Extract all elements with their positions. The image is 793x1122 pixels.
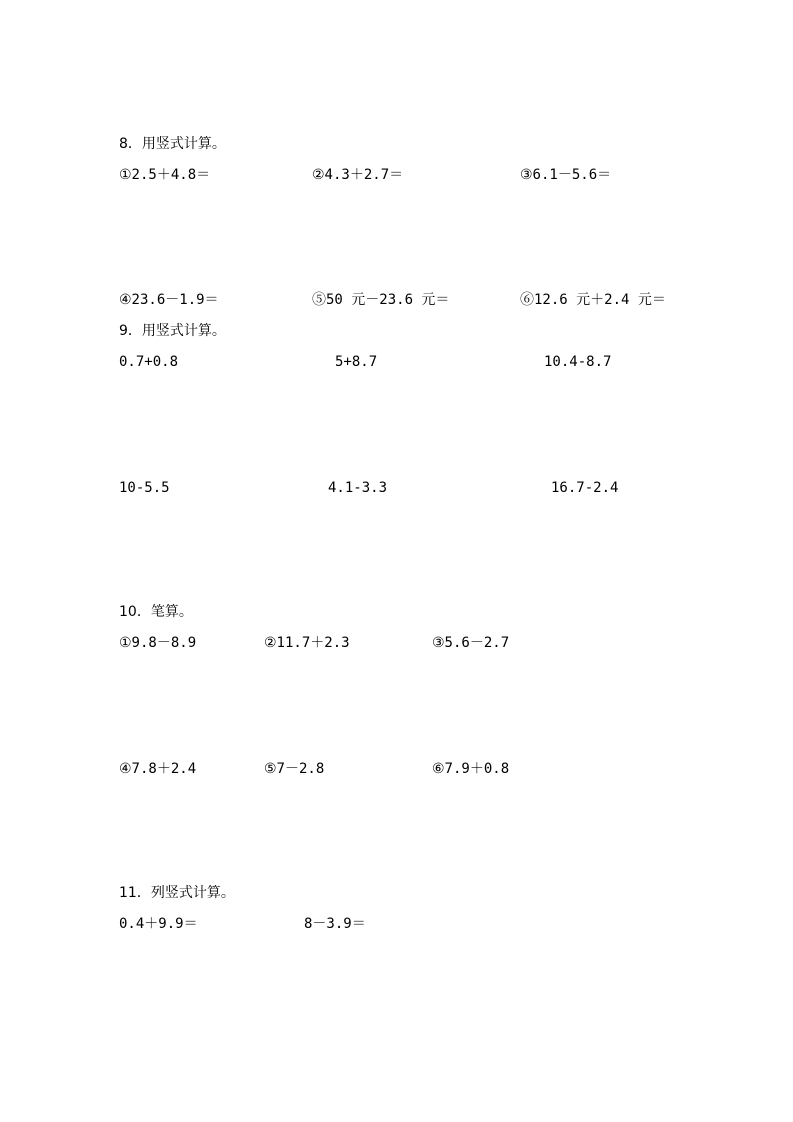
question-8-title: 8．用竖式计算。 [119,136,226,152]
q9-problem-2: 5+8.7 [335,354,378,370]
q10-problem-6: ⑥7.9＋0.8 [432,761,510,777]
q9-problem-1: 0.7+0.8 [119,354,179,370]
q9-problem-6: 16.7-2.4 [551,480,619,496]
q8-problem-4: ④23.6－1.9＝ [119,292,219,308]
q10-problem-1: ①9.8－8.9 [119,635,197,651]
q10-problem-4: ④7.8＋2.4 [119,761,197,777]
q9-problem-3: 10.4-8.7 [544,354,612,370]
q11-problem-1: 0.4＋9.9＝ [119,916,198,932]
q8-problem-5: ⑤50 元－23.6 元＝ [312,292,450,308]
q10-problem-5: ⑤7－2.8 [264,761,325,777]
q8-problem-2: ②4.3＋2.7＝ [312,167,404,183]
q8-problem-1: ①2.5＋4.8＝ [119,167,211,183]
q11-problem-2: 8－3.9＝ [304,916,366,932]
q9-problem-5: 4.1-3.3 [328,480,388,496]
q9-problem-4: 10-5.5 [119,480,170,496]
question-11-title: 11．列竖式计算。 [119,885,235,901]
q8-problem-3: ③6.1－5.6＝ [520,167,612,183]
question-9-title: 9．用竖式计算。 [119,323,226,339]
question-10-title: 10．笔算。 [119,604,193,620]
q10-problem-3: ③5.6－2.7 [432,635,510,651]
q8-problem-6: ⑥12.6 元＋2.4 元＝ [520,292,666,308]
q10-problem-2: ②11.7＋2.3 [264,635,350,651]
